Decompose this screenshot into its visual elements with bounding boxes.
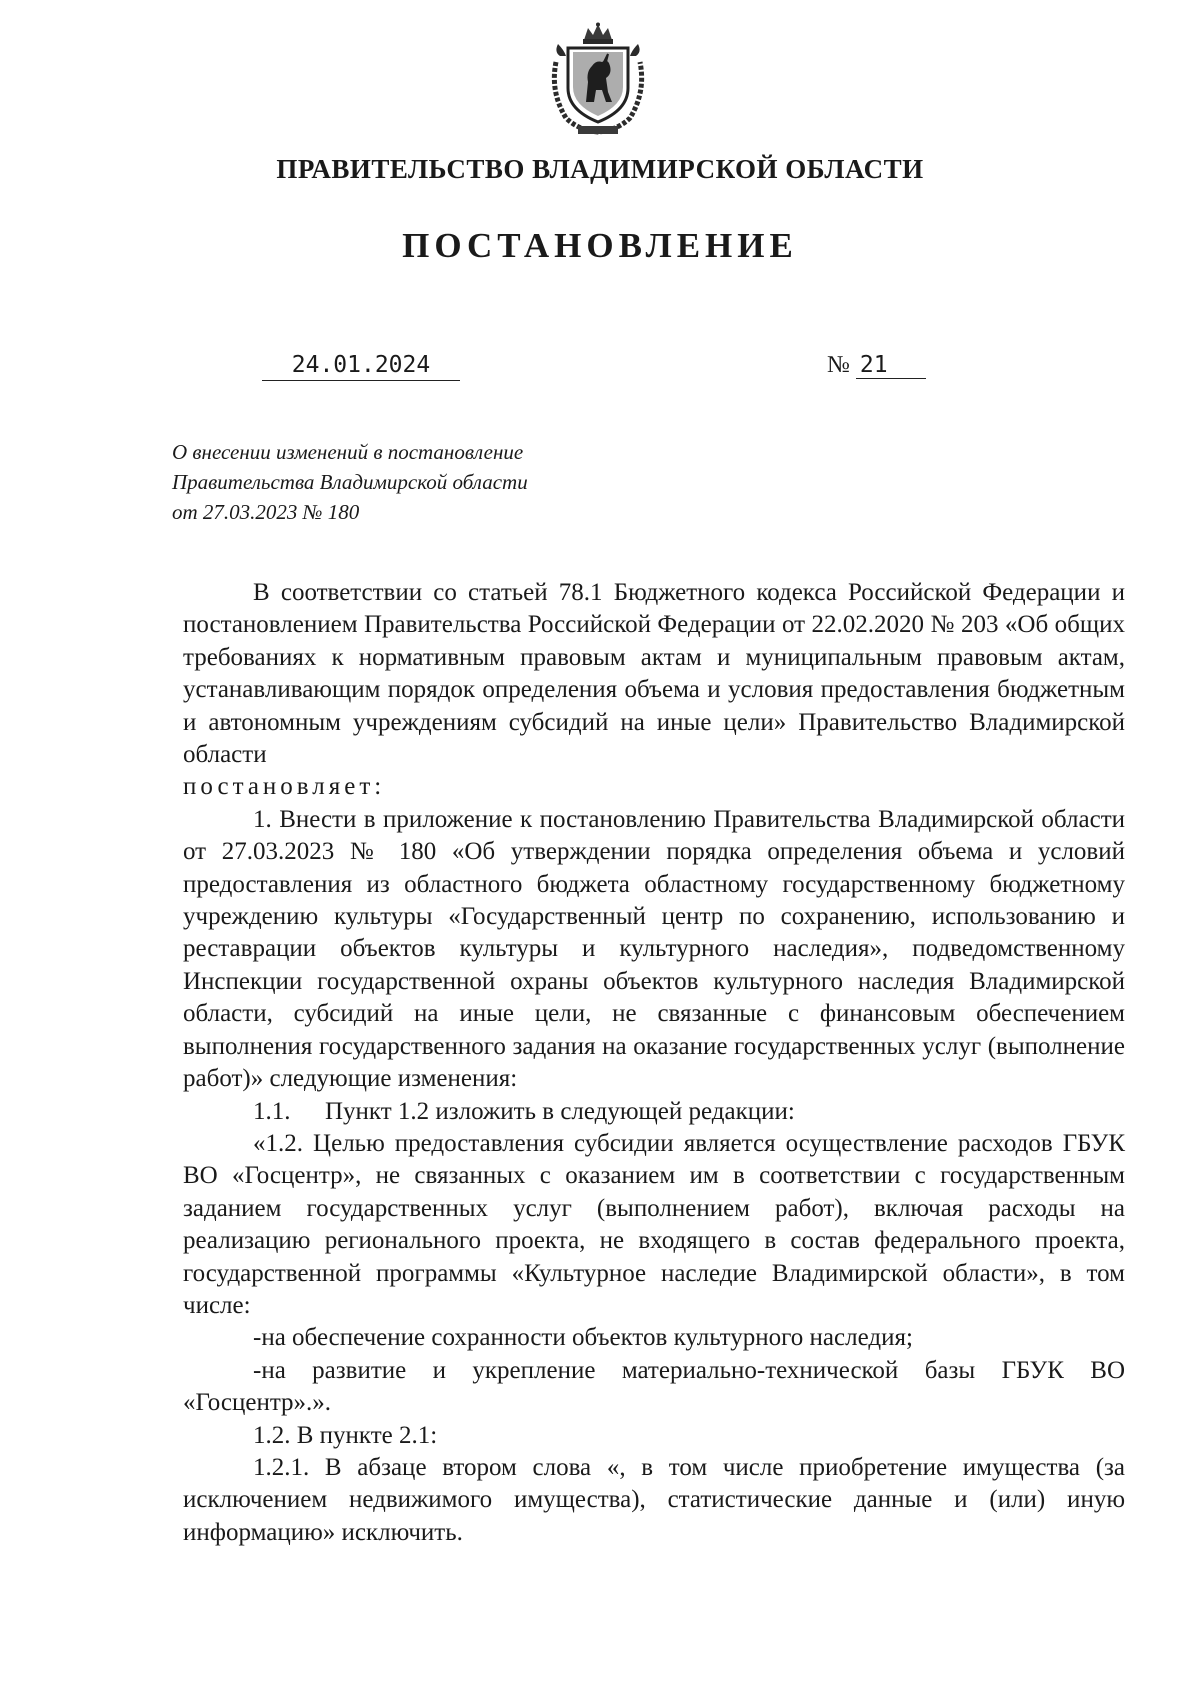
- bullet-preservation: -на обеспечение сохранности объектов культурного наследия;: [253, 1324, 913, 1352]
- document-body: [183, 577, 1125, 1549]
- item-1-2-1-paragraph: 1.2.1. В абзаце втором слова «, в том числе приобретение имущества (за исключением недвижимого имущества), статистические данные и (или) иную информацию» исключить.: [183, 1453, 1125, 1546]
- item-1-1-paragraph: [183, 1096, 1125, 1128]
- vladimir-oblast-coat-of-arms-icon: [548, 22, 648, 138]
- document-number-field: [827, 352, 926, 379]
- item-1-2-paragraph: 1.2. В пункте 2.1:: [253, 1421, 438, 1449]
- preamble-paragraph: В соответствии со статьей 78.1 Бюджетного кодекса Российской Федерации и постановлением Правительства Российской Федерации от 22.02.2020 № 203 «Об общих требованиях к нормативным правовым актам и муниципальным правовым актам, устанавливающим порядок определения объема и условия предоставления бюджетным и автономным учреждениям субсидий на иные цели» Правительство Владимирской области: [183, 579, 1125, 769]
- subject-line: от 27.03.2023 № 180: [172, 500, 360, 524]
- item-1-1-number: 1.1.: [253, 1097, 291, 1125]
- item-1-1-text: Пункт 1.2 изложить в следующей редакции:: [325, 1097, 795, 1125]
- document-subject: [172, 437, 602, 527]
- document-number: 21: [856, 352, 926, 379]
- bullet-material-base: -на развитие и укрепление материально-технической базы ГБУК ВО «Госцентр».».: [183, 1356, 1125, 1417]
- quoted-item-1-2-paragraph: «1.2. Целью предоставления субсидии является осуществление расходов ГБУК ВО «Госцентр», не связанных с оказанием им в соответствии с государственным заданием государственных услуг (выполнением работ), включая расходы на реализацию регионального проекта, не входящего в состав федерального проекта, государственной программы «Культурное наследие Владимирской области», в том числе:: [183, 1129, 1125, 1319]
- government-title: ПРАВИТЕЛЬСТВО ВЛАДИМИРСКОЙ ОБЛАСТИ: [276, 154, 924, 184]
- document-date: 24.01.2024: [262, 352, 460, 381]
- document-type: ПОСТАНОВЛЕНИЕ: [402, 226, 798, 265]
- decree-word-line: [183, 771, 1125, 803]
- subject-line: Правительства Владимирской области: [172, 470, 528, 494]
- number-sign: №: [827, 352, 850, 378]
- subject-line: О внесении изменений в постановление: [172, 440, 524, 464]
- item-1-paragraph: 1. Внести в приложение к постановлению Правительства Владимирской области от 27.03.2023 № 180 «Об утверждении порядка определения объема и условий предоставления из областного бюджета областному государственному бюджетному учреждению культуры «Государственный центр по сохранению, использованию и реставрации объектов культуры и культурного наследия», подведомственному Инспекции государственной охраны объектов культурного наследия Владимирской области, субсидий на иные цели, не связанные с финансовым обеспечением выполнения государственного задания на оказание государственных услуг (выполнение работ)» следующие изменения:: [183, 805, 1125, 1093]
- decree-word: постановляет:: [183, 773, 386, 801]
